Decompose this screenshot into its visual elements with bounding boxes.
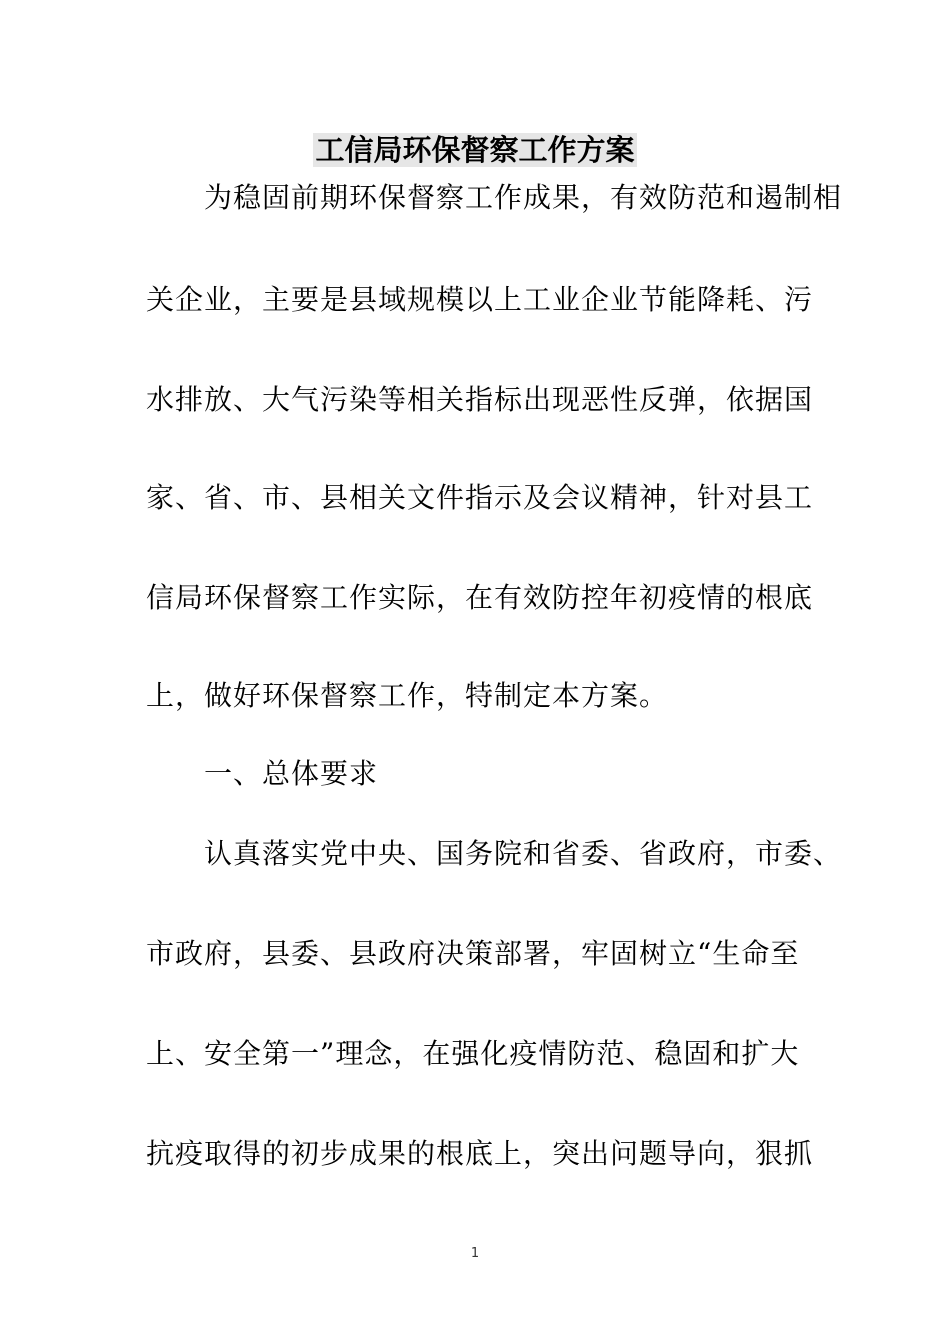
title-text: 工信局环保督察工作方案 xyxy=(315,133,635,167)
paragraph-line: 认真落实党中央、国务院和省委、省政府，市委、 xyxy=(204,837,843,870)
paragraph-line: 上，做好环保督察工作，特制定本方案。 xyxy=(146,679,669,712)
paragraph-line: 水排放、大气污染等相关指标出现恶性反弹，依据国 xyxy=(146,383,814,416)
section-heading: 一、总体要求 xyxy=(204,757,379,790)
page-number: 1 xyxy=(470,1246,480,1261)
paragraph-line: 抗疫取得的初步成果的根底上，突出问题导向，狠抓 xyxy=(146,1137,814,1170)
paragraph-line: 为稳固前期环保督察工作成果，有效防范和遏制相 xyxy=(204,181,843,214)
document-title xyxy=(0,128,950,172)
paragraph-line: 信局环保督察工作实际，在有效防控年初疫情的根底 xyxy=(146,581,814,614)
paragraph-line: 上、安全第一”理念，在强化疫情防范、稳固和扩大 xyxy=(146,1037,800,1070)
paragraph-line: 市政府，县委、县政府决策部署，牢固树立“生命至 xyxy=(146,937,800,970)
paragraph-line: 家、省、市、县相关文件指示及会议精神，针对县工 xyxy=(146,481,814,514)
paragraph-line: 关企业，主要是县域规模以上工业企业节能降耗、污 xyxy=(146,283,814,316)
